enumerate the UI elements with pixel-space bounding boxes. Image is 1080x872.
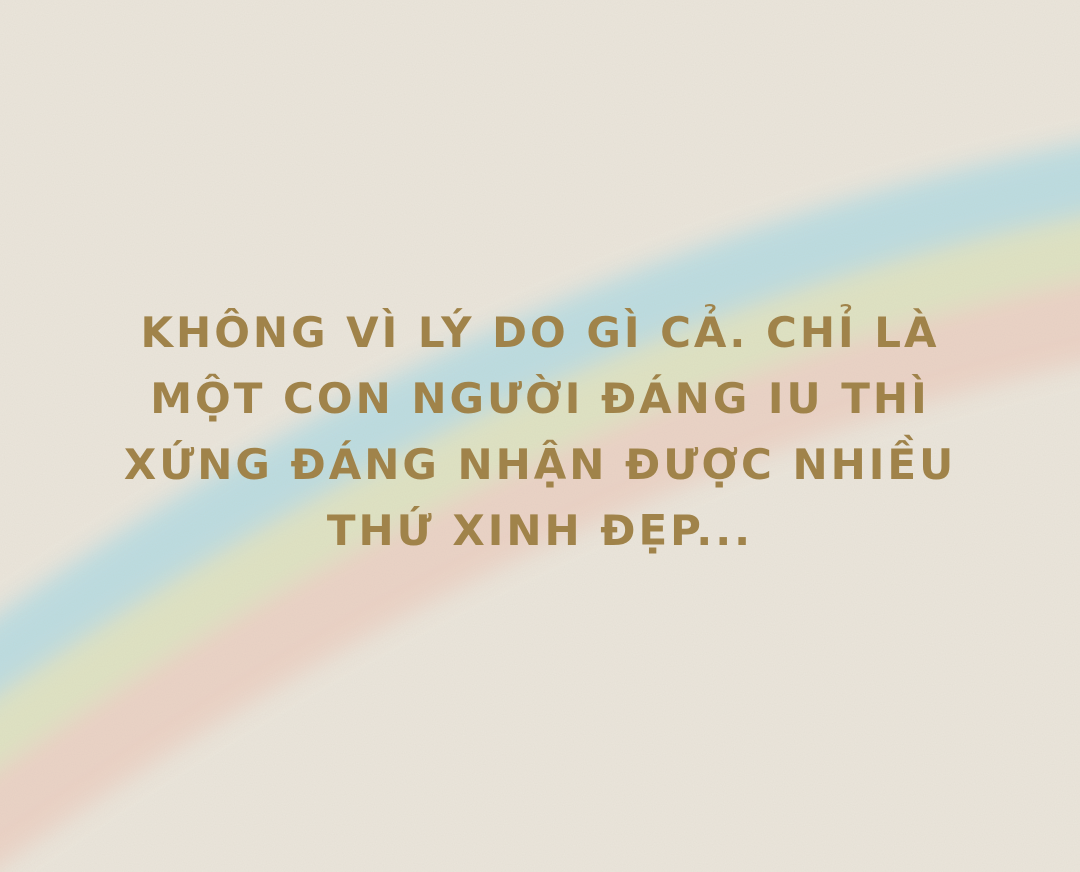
quote-text: [120, 300, 960, 564]
quote-line-2: MỘT CON NGƯỜI ĐÁNG IU THÌ: [150, 374, 930, 423]
quote-line-1: KHÔNG VÌ LÝ DO GÌ CẢ. CHỈ LÀ: [140, 308, 940, 357]
quote-line-3: XỨNG ĐÁNG NHẬN ĐƯỢC NHIỀU: [123, 440, 957, 489]
quote-line-4: THỨ XINH ĐẸP...: [326, 506, 754, 555]
